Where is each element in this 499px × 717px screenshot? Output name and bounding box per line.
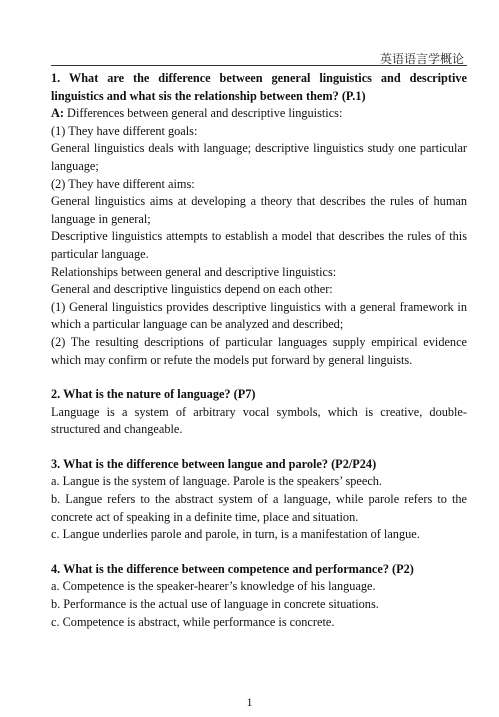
- answer-line: General and descriptive linguistics depend on each other:: [51, 282, 333, 297]
- answer-line: Relationships between general and descriptive linguistics:: [51, 264, 337, 279]
- header-title: 英语语言学概论: [379, 52, 464, 66]
- answer-line: (1) They have different goals:: [51, 123, 198, 138]
- answer-line: (2) They have different aims:: [51, 176, 195, 191]
- question-2: 2. What is the nature of language? (P7): [51, 387, 256, 402]
- answer-intro: [51, 105, 467, 123]
- page-content: [51, 70, 467, 631]
- answer-line: (1) General linguistics provides descriptive linguistics with a general framework in which a particular language can be analyzed and described;: [51, 299, 467, 332]
- answer-line: Language is a system of arbitrary vocal symbols, which is creative, double-structured and changeable.: [51, 404, 467, 437]
- answer-line: General linguistics aims at developing a theory that describes the rules of human language in general;: [51, 194, 467, 226]
- question-1: 1. What are the difference between general linguistics and descriptive linguistics and what sis the relationship between them? (P.1): [51, 71, 467, 103]
- answer-intro-text: Differences between general and descriptive linguistics:: [63, 106, 343, 121]
- header-rule: [51, 65, 467, 66]
- answer-line: Descriptive linguistics attempts to establish a model that describes the rules of this particular language.: [51, 229, 467, 261]
- answer-line: a. Langue is the system of language. Parole is the speakers’ speech.: [51, 474, 382, 489]
- section-gap: [51, 369, 467, 386]
- answer-line: a. Competence is the speaker-hearer’s knowledge of his language.: [51, 579, 376, 594]
- section-gap: [51, 439, 467, 456]
- answer-line: c. Langue underlies parole and parole, in turn, is a manifestation of langue.: [51, 527, 420, 542]
- section-gap: [51, 544, 467, 561]
- page-number: 1: [246, 695, 253, 709]
- answer-line: b. Performance is the actual use of language in concrete situations.: [51, 597, 379, 612]
- answer-label: A:: [51, 106, 64, 121]
- question-3: 3. What is the difference between langue and parole? (P2/P24): [51, 456, 377, 471]
- answer-line: c. Competence is abstract, while performance is concrete.: [51, 614, 335, 629]
- answer-line: General linguistics deals with language; descriptive linguistics study one particular language;: [51, 141, 467, 173]
- question-4: 4. What is the difference between competence and performance? (P2): [51, 561, 414, 576]
- answer-line: (2) The resulting descriptions of particular languages supply empirical evidence which may confirm or refute the models put forward by general linguists.: [51, 334, 467, 367]
- answer-line: b. Langue refers to the abstract system of a language, while parole refers to the concrete act of speaking in a definite time, place and situation.: [51, 492, 467, 524]
